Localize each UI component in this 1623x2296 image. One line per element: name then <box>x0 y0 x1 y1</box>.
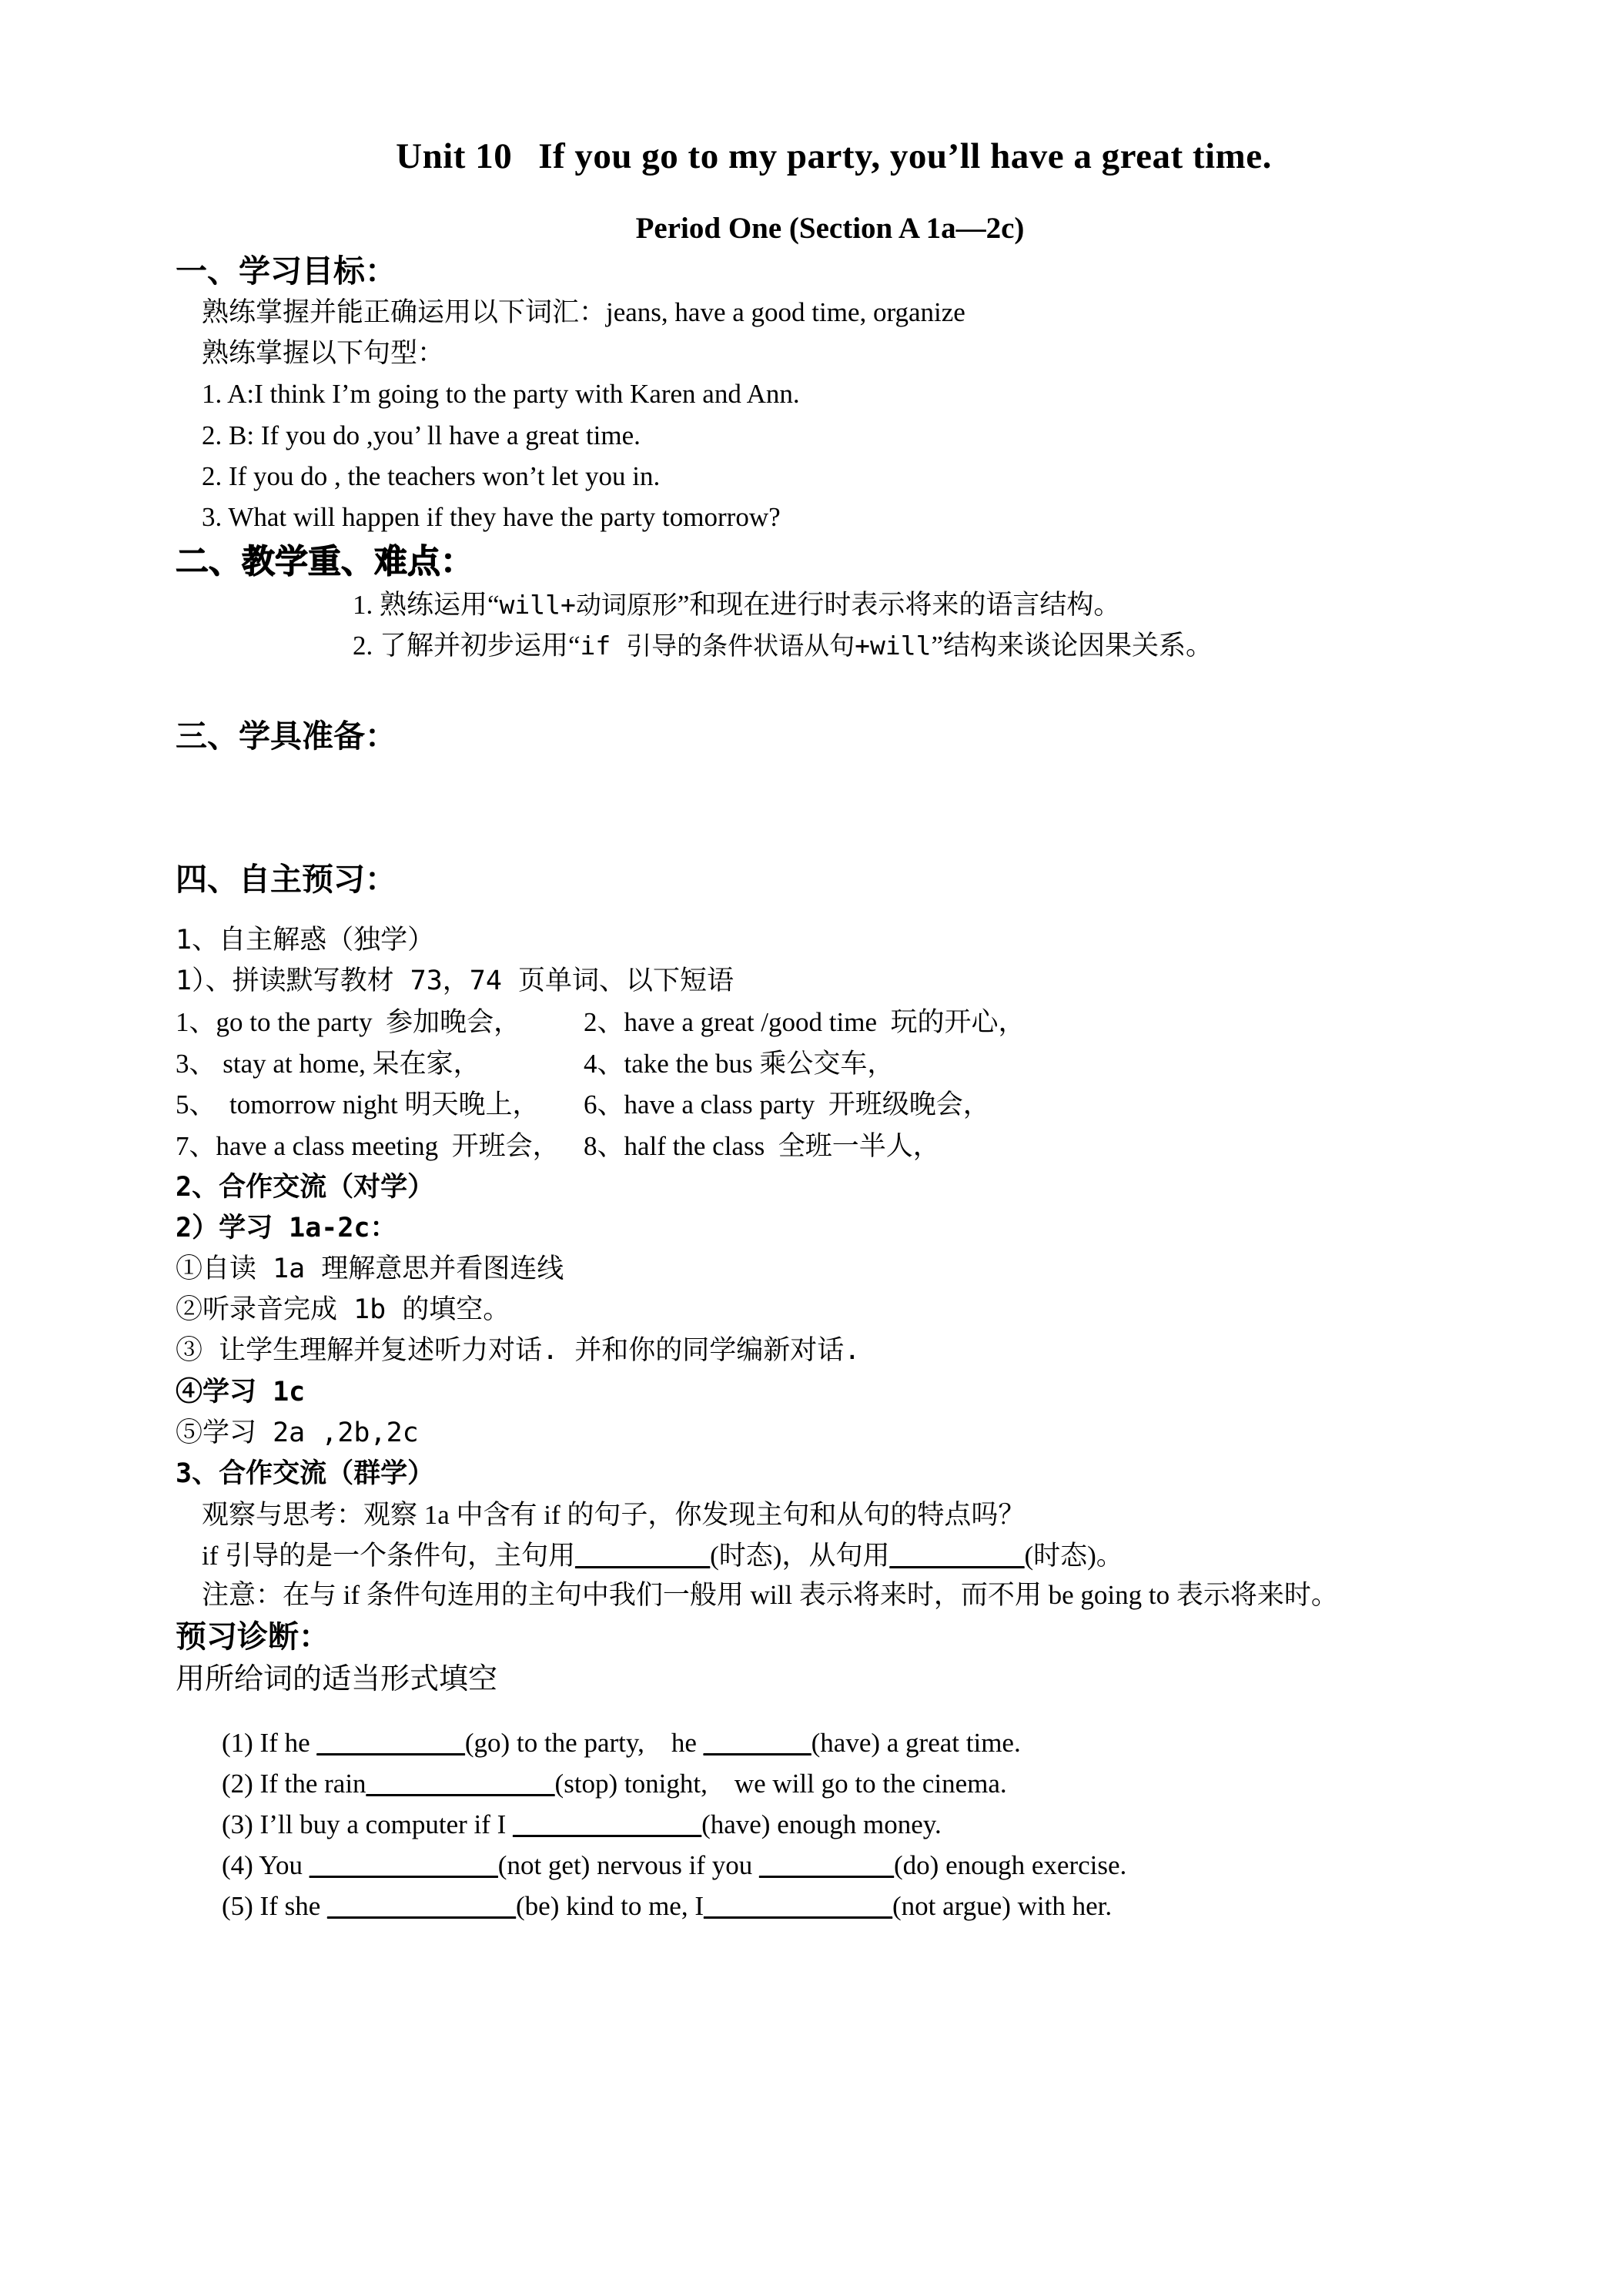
preview-sub1-item: 1）、拼读默写教材 73，74 页单词、以下短语 <box>176 966 735 997</box>
answer-blank[interactable]: __________ <box>759 1850 895 1881</box>
exercise-text: (stop) tonight, we will go to the cinema. <box>554 1768 1007 1799</box>
preview-step: ①自读 1a 理解意思并看图连线 <box>176 1253 564 1284</box>
exercise-text: (not argue) with her. <box>892 1891 1113 1922</box>
exercise-text: (1) If he <box>222 1727 317 1758</box>
exercise-text: (not get) nervous if you <box>497 1850 760 1881</box>
preview-sub3-title: 3、合作交流（群学） <box>176 1458 435 1489</box>
observe-question: 观察与思考：观察 1a 中含有 if 的句子，你发现主句和从句的特点吗？ <box>202 1500 1026 1531</box>
teaching-point-suffix: ”和现在进行时表示将来的语言结构。 <box>677 589 1121 620</box>
spacer <box>176 900 1477 920</box>
heading-section-three: 三、学具准备： <box>176 718 397 754</box>
preview-step: ⑤学习 2a ,2b,2c <box>176 1417 419 1448</box>
teaching-point <box>176 625 1477 666</box>
answer-blank[interactable]: __________ <box>889 1541 1025 1571</box>
exercise-item <box>176 1886 1477 1926</box>
answer-blank[interactable]: ___________ <box>316 1727 465 1758</box>
answer-blank[interactable]: __________ <box>575 1541 711 1571</box>
vocab-row <box>176 1084 1477 1126</box>
spacer <box>176 757 1477 855</box>
vocab-item: 7、have a class meeting 开班会， <box>176 1131 560 1162</box>
exercise-item <box>176 1722 1477 1763</box>
preview-step: ③ 让学生理解并复述听力对话. 并和你的同学编新对话. <box>176 1335 861 1367</box>
exercise-text: (do) enough exercise. <box>894 1850 1127 1881</box>
fill-part-1: if 引导的是一个条件句，主句用 <box>202 1541 576 1571</box>
vocab-item: 2、have a great /good time 玩的开心， <box>584 1007 1026 1038</box>
preview-step: ④学习 1c <box>176 1376 306 1407</box>
preview-step: ②听录音完成 1b 的填空。 <box>176 1294 510 1326</box>
teaching-point-code: will+动词原形 <box>499 589 678 620</box>
exercise-text: (have) enough money. <box>701 1809 942 1840</box>
vocab-item: 8、half the class 全班一半人， <box>584 1131 940 1162</box>
page-subtitle: Period One (Section A 1a—2c) <box>635 212 1025 245</box>
goal-sentence: 2. B: If you do ,you’ ll have a great time. <box>202 420 641 450</box>
spacer <box>176 666 1477 712</box>
spacer <box>176 1702 1477 1722</box>
answer-blank[interactable]: ______________ <box>513 1809 702 1840</box>
teaching-point <box>176 584 1477 625</box>
preview-sub2-title: 2、合作交流（对学） <box>176 1171 435 1203</box>
diagnosis-instruction: 用所给词的适当形式填空 <box>176 1662 498 1695</box>
heading-section-two: 二、教学重、难点： <box>176 544 474 581</box>
exercise-text: (be) kind to me, I <box>516 1891 704 1922</box>
vocab-row <box>176 1043 1477 1085</box>
exercise-text: (go) to the party, he <box>464 1727 704 1758</box>
heading-section-one: 一、学习目标： <box>176 253 397 289</box>
fill-part-2: (时态)，从句用 <box>710 1541 890 1571</box>
note-text: 注意：在与 if 条件句连用的主句中我们一般用 will 表示将来时，而不用 be going to 表示将来时。 <box>202 1580 1338 1611</box>
teaching-point-suffix: ”结构来谈论因果关系。 <box>931 630 1213 661</box>
exercise-text: (3) I’ll buy a computer if I <box>222 1809 514 1840</box>
goal-sentence: 2. If you do , the teachers won’t let you in. <box>202 460 661 491</box>
page-title <box>176 136 1477 177</box>
exercise-item <box>176 1804 1477 1845</box>
vocab-item: 3、 stay at home, 呆在家， <box>176 1048 480 1079</box>
exercise-text: (have) a great time. <box>811 1727 1021 1758</box>
title-unit: Unit 10 <box>396 136 513 176</box>
heading-section-four: 四、自主预习： <box>176 861 397 897</box>
vocab-item: 5、 tomorrow night 明天晚上， <box>176 1089 540 1120</box>
goal-patterns-label: 熟练掌握以下句型： <box>202 338 445 369</box>
vocab-item: 4、take the bus 乘公交车， <box>584 1048 895 1079</box>
preview-sub2-item: 2）学习 1a-2c： <box>176 1212 397 1243</box>
exercise-text: (5) If she <box>222 1891 328 1922</box>
vocab-item: 1、go to the party 参加晚会， <box>176 1007 521 1038</box>
heading-diagnosis: 预习诊断： <box>176 1620 330 1655</box>
fill-in-sentence <box>176 1535 1477 1576</box>
goal-vocabulary: 熟练掌握并能正确运用以下词汇：jeans, have a good time, organize <box>202 297 965 328</box>
answer-blank[interactable]: ______________ <box>327 1891 517 1922</box>
title-main: If you go to my party, you’ll have a great time. <box>538 136 1272 176</box>
vocab-item: 6、have a class party 开班级晚会， <box>584 1089 990 1120</box>
preview-sub1-title: 1、自主解惑（独学） <box>176 925 435 956</box>
exercise-text: (4) You <box>222 1850 310 1881</box>
answer-blank[interactable]: ______________ <box>309 1850 498 1881</box>
goal-sentence: 1. A:I think I’m going to the party with Karen and Ann. <box>202 379 800 410</box>
answer-blank[interactable]: ________ <box>703 1727 812 1758</box>
answer-blank[interactable]: ______________ <box>366 1768 555 1799</box>
answer-blank[interactable]: ______________ <box>704 1891 892 1922</box>
teaching-point-code: if 引导的条件状语从句+will <box>580 630 932 661</box>
teaching-point-prefix: 2. 了解并初步运用“ <box>353 630 581 661</box>
vocab-row <box>176 1002 1477 1043</box>
exercise-item <box>176 1763 1477 1804</box>
exercise-item <box>176 1845 1477 1886</box>
vocab-row <box>176 1126 1477 1167</box>
exercise-text: (2) If the rain <box>222 1768 366 1799</box>
goal-sentence: 3. What will happen if they have the party tomorrow? <box>202 501 781 532</box>
teaching-point-prefix: 1. 熟练运用“ <box>353 589 500 620</box>
fill-part-3: (时态)。 <box>1024 1541 1123 1571</box>
